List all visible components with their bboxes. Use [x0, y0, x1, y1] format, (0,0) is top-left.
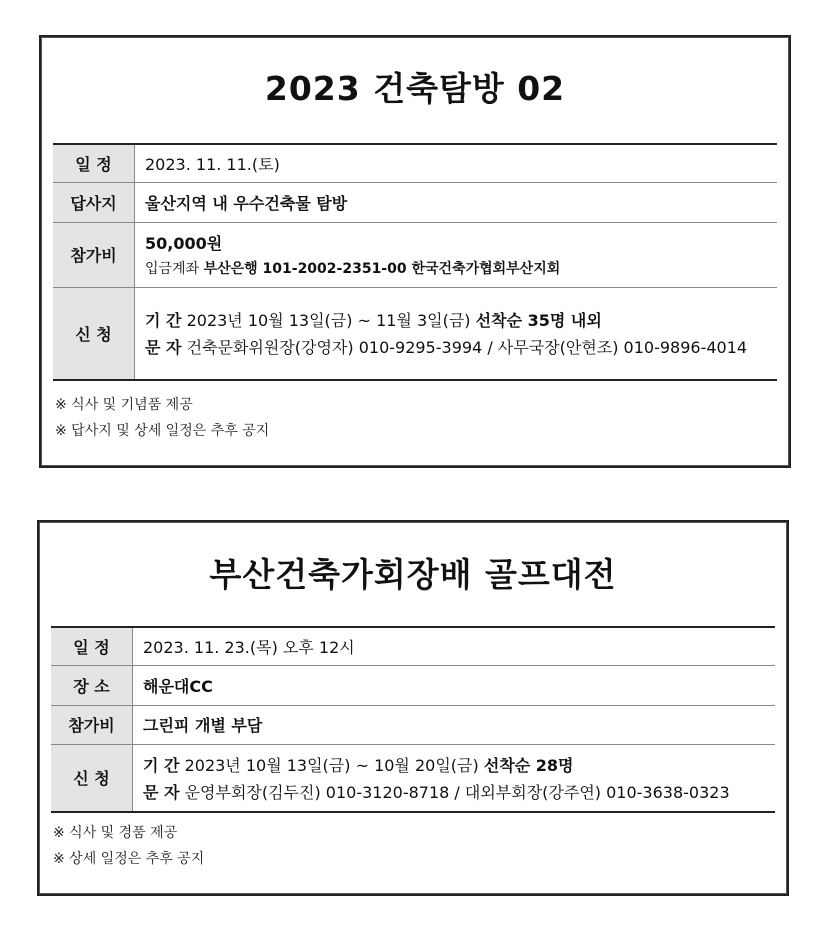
apply-label: 신 청	[53, 287, 135, 380]
fee-label: 참가비	[53, 222, 135, 287]
contact-value: 운영부회장(김두진) 010-3120-8718 / 대외부회장(강주연) 010-3638-0323	[184, 782, 730, 802]
note-item: ※ 식사 및 기념품 제공	[55, 397, 193, 413]
period-label: 기 간	[145, 311, 182, 331]
event-card-golf-tournament	[37, 520, 789, 896]
fee-label: 참가비	[51, 705, 133, 744]
note-item: ※ 답사지 및 상세 일정은 추후 공지	[55, 423, 270, 439]
event-info-table	[53, 143, 777, 381]
event-info-table	[51, 626, 775, 813]
contact-line	[145, 335, 777, 358]
contact-line	[143, 780, 775, 803]
row-schedule	[51, 627, 775, 665]
account-value: 부산은행 101-2002-2351-00 한국건축가협회부산지회	[203, 261, 561, 277]
period-value: 2023년 10월 13일(금) ~ 10월 20일(금)	[184, 755, 479, 775]
row-schedule	[53, 144, 777, 182]
event-title: 부산건축가회장배 골프대전	[209, 555, 617, 594]
account-line	[145, 258, 777, 278]
row-place	[51, 665, 775, 705]
period-limit: 선착순 35명 내외	[475, 311, 602, 331]
row-fee	[51, 705, 775, 744]
schedule-label: 일 정	[53, 144, 135, 182]
account-label: 입금계좌	[145, 261, 200, 277]
notes	[53, 820, 204, 872]
notes	[55, 392, 269, 444]
schedule-value: 2023. 11. 11.(토)	[145, 154, 280, 174]
period-line	[145, 308, 777, 331]
place-value: 해운대CC	[133, 665, 776, 705]
event-title: 2023 건축탐방 02	[264, 69, 566, 108]
contact-label: 문 자	[143, 782, 180, 802]
destination-value: 울산지역 내 우수건축물 탐방	[135, 182, 778, 222]
place-label: 장 소	[51, 665, 133, 705]
schedule-value: 2023. 11. 23.(목) 오후 12시	[143, 637, 355, 657]
period-limit: 선착순 28명	[483, 755, 574, 775]
fee-value: 그린피 개별 부담	[133, 705, 776, 744]
row-fee	[53, 222, 777, 287]
fee-value: 50,000원	[145, 234, 223, 253]
period-label: 기 간	[143, 755, 180, 775]
schedule-label: 일 정	[51, 627, 133, 665]
row-destination	[53, 182, 777, 222]
period-line	[143, 753, 775, 776]
contact-value: 건축문화위원장(강영자) 010-9295-3994 / 사무국장(안현조) 010-9896-4014	[186, 338, 748, 358]
period-value: 2023년 10월 13일(금) ~ 11월 3일(금)	[186, 311, 471, 331]
event-card-architecture-tour	[39, 35, 791, 468]
destination-label: 답사지	[53, 182, 135, 222]
row-apply	[53, 287, 777, 380]
note-item: ※ 상세 일정은 추후 공지	[53, 851, 205, 867]
row-apply	[51, 744, 775, 812]
contact-label: 문 자	[145, 338, 182, 358]
note-item: ※ 식사 및 경품 제공	[53, 825, 178, 841]
apply-label: 신 청	[51, 744, 133, 812]
